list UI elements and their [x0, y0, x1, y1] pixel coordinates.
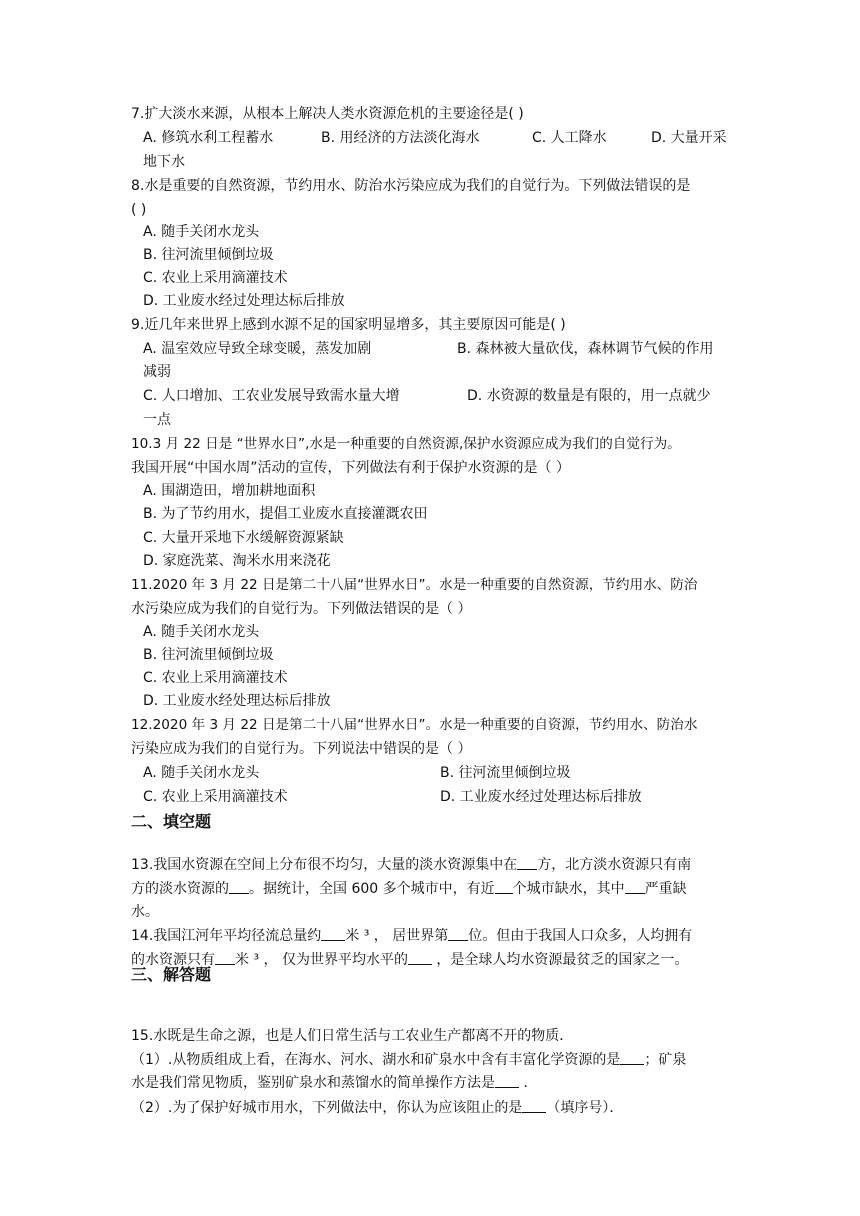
question-11-option-c: C. 农业上采用滴灌技术: [143, 670, 288, 686]
question-10-stem: 10.3 月 22 日是 “世界水日”,水是一种重要的自然资源,保护水资源应成为我们的自觉行为。: [131, 436, 681, 452]
answer-blank[interactable]: [321, 926, 345, 941]
question-9-option-a: A. 温室效应导致全球变暖，蒸发加剧: [143, 341, 372, 357]
question-12-option-b: B. 往河流里倾倒垃圾: [440, 765, 571, 781]
question-9-option-b-cont: 减弱: [143, 364, 171, 380]
answer-blank[interactable]: [229, 879, 249, 894]
question-12-stem: 12.2020 年 3 月 22 日是第二十八届“世界水日”。水是一种重要的自资源，节约用水、防治水: [131, 717, 698, 733]
question-15-text-2a: （2）.为了保护好城市用水，下列做法中，你认为应该阻止的是: [131, 1100, 523, 1116]
question-13-line-2: [131, 878, 687, 900]
question-9-option-d-cont: 一点: [143, 412, 171, 428]
question-9-stem: 9.近几年来世界上感到水源不足的国家明显增多，其主要原因可能是( ): [131, 317, 566, 333]
question-15-part-2: [131, 1097, 623, 1119]
question-7-option-a: A. 修筑水利工程蓄水: [143, 130, 274, 146]
answer-blank[interactable]: [408, 950, 432, 965]
question-11-option-b: B. 往河流里倾倒垃圾: [143, 647, 274, 663]
question-11-stem-cont: 水污染应成为我们的自觉行为。下列做法错误的是（ ）: [131, 601, 472, 617]
question-11-option-a: A. 随手关闭水龙头: [143, 624, 260, 640]
answer-blank[interactable]: [495, 879, 513, 894]
answer-blank[interactable]: [215, 950, 235, 965]
question-13-text-2b: 。据统计，全国 600 多个城市中，有近: [249, 881, 495, 897]
question-13-text-2d: 严重缺: [644, 881, 687, 897]
question-10-option-d: D. 家庭洗菜、淘米水用来浇花: [143, 553, 331, 569]
question-14-text-1a: 14.我国江河年平均径流总量约: [131, 928, 322, 944]
question-14-line-2: [131, 949, 688, 971]
question-13-text-1a: 13.我国水资源在空间上分布很不均匀，大量的淡水资源集中在: [131, 857, 518, 873]
question-15-text-1c: 水是我们常见物质，鉴别矿泉水和蒸馏水的简单操作方法是: [131, 1075, 495, 1091]
section-title-fill-in: 二、填空题: [131, 812, 212, 831]
question-13-line-1: [131, 854, 691, 876]
question-8-option-c: C. 农业上采用滴灌技术: [143, 270, 288, 286]
question-13-text-1b: 方，北方淡水资源只有南: [537, 857, 692, 873]
question-13-text-2a: 方的淡水资源的: [131, 881, 229, 897]
question-8-stem: 8.水是重要的自然资源，节约用水、防治水污染应成为我们的自觉行为。下列做法错误的是: [131, 178, 691, 194]
question-11-option-d: D. 工业废水经处理达标后排放: [143, 693, 331, 709]
answer-blank[interactable]: [495, 1073, 519, 1088]
section-title-answer: 三、解答题: [131, 965, 212, 984]
question-9-option-c: C. 人口增加、工农业发展导致需水量大增: [143, 388, 400, 404]
question-15-part-1-line-2: [131, 1072, 537, 1094]
question-8-stem-cont: ( ): [131, 202, 147, 218]
answer-blank[interactable]: [517, 855, 537, 870]
question-12-stem-cont: 污染应成为我们的自觉行为。下列说法中错误的是（ ）: [131, 741, 472, 757]
question-10-option-a: A. 围湖造田，增加耕地面积: [143, 483, 316, 499]
answer-blank[interactable]: [625, 879, 645, 894]
question-7-option-b: B. 用经济的方法淡化海水: [321, 130, 480, 146]
question-14-text-2a: 的水资源只有: [131, 952, 215, 968]
question-12-option-c: C. 农业上采用滴灌技术: [143, 789, 288, 805]
question-15-text-1b: ；矿泉: [644, 1052, 687, 1068]
question-8-option-a: A. 随手关闭水龙头: [143, 224, 260, 240]
question-9-option-b: B. 森林被大量砍伐，森林调节气候的作用: [457, 341, 714, 357]
question-14-text-2b: 米 ³ ， 仅为世界平均水平的: [235, 952, 408, 968]
question-10-stem-cont: 我国开展“中国水周”活动的宣传，下列做法有利于保护水资源的是（ ）: [131, 460, 570, 476]
question-7-option-c: C. 人工降水: [532, 130, 607, 146]
question-10-option-c: C. 大量开采地下水缓解资源紧缺: [143, 530, 344, 546]
question-7-option-d: D. 大量开采: [651, 130, 727, 146]
question-14-line-1: [131, 925, 692, 947]
question-15-part-1-line-1: [131, 1049, 686, 1071]
question-12-option-d: D. 工业废水经过处理达标后排放: [440, 789, 642, 805]
question-14-text-1b: 米 ³ ， 居世界第: [345, 928, 449, 944]
question-10-option-b: B. 为了节约用水，提倡工业废水直接灌溉农田: [143, 506, 428, 522]
question-15-text-1a: （1）.从物质组成上看，在海水、河水、湖水和矿泉水中含有丰富化学资源的是: [131, 1052, 621, 1068]
question-15-text-1d: ．: [519, 1075, 538, 1091]
question-14-text-2c: ，是全球人均水资源最贫乏的国家之一。: [431, 952, 689, 968]
question-7-stem: 7.扩大淡水来源，从根本上解决人类水资源危机的主要途径是( ): [131, 106, 524, 122]
question-11-stem: 11.2020 年 3 月 22 日是第二十八届“世界水日”。水是一种重要的自然资源，节约用水、防治: [131, 577, 698, 593]
question-13-line-3: 水。: [131, 904, 159, 920]
question-13-text-2c: 个城市缺水，其中: [512, 881, 625, 897]
question-8-option-d: D. 工业废水经过处理达标后排放: [143, 293, 345, 309]
question-15-stem: 15.水既是生命之源，也是人们日常生活与工农业生产都离不开的物质．: [131, 1028, 574, 1044]
question-14-text-1c: 位。但由于我国人口众多，人均拥有: [468, 928, 693, 944]
question-8-option-b: B. 往河流里倾倒垃圾: [143, 247, 274, 263]
question-9-option-d: D. 水资源的数量是有限的，用一点就少: [467, 388, 711, 404]
question-7-option-d-cont: 地下水: [143, 154, 185, 170]
answer-blank[interactable]: [448, 926, 468, 941]
question-12-option-a: A. 随手关闭水龙头: [143, 765, 260, 781]
answer-blank[interactable]: [522, 1098, 546, 1113]
answer-blank[interactable]: [620, 1050, 644, 1065]
question-15-text-2b: （填序号）．: [546, 1100, 624, 1116]
